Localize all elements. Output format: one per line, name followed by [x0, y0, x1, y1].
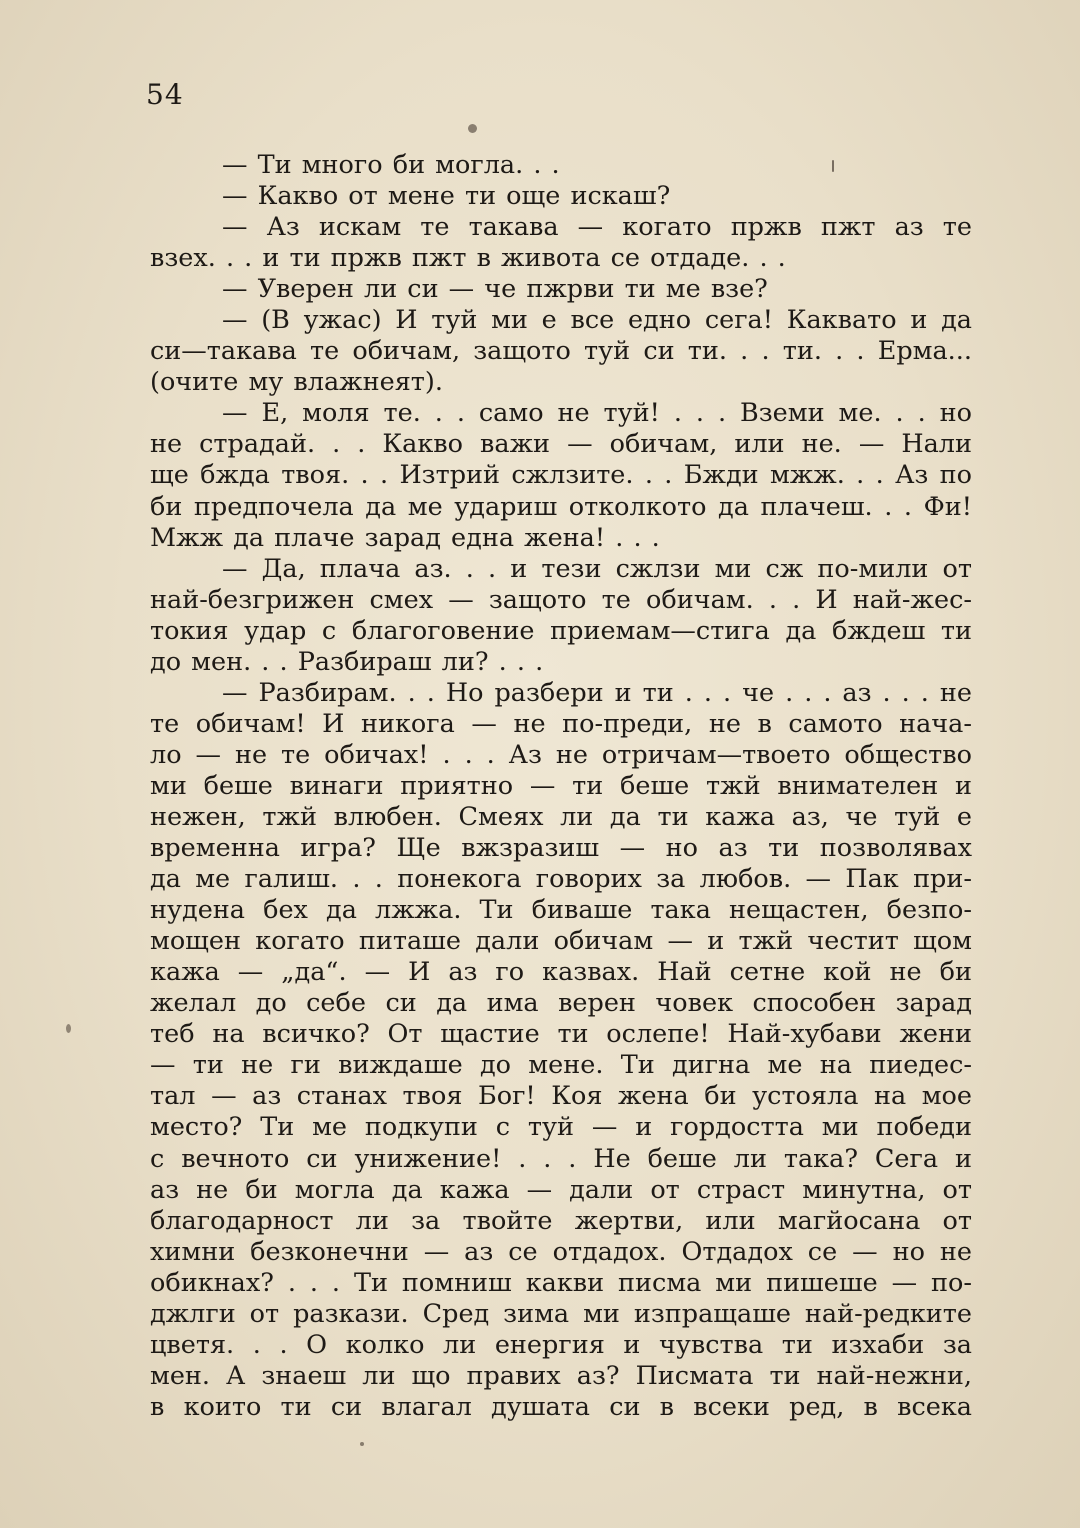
text-line: кажа — „да“. — И аз го казвах. Най сетне кой не би — [150, 957, 972, 988]
text-line: — Да, плача аз. . . и тези сжлзи ми сж по-мили от — [222, 553, 972, 584]
text-line: ми беше винаги приятно — ти беше тжй внимателен и — [150, 770, 972, 801]
text-line: те обичам! И никога — не по-преди, не в самото нача- — [150, 708, 972, 739]
text-line: да ме галиш. . . понекога говорих за любов. — Пак при- — [150, 864, 972, 895]
text-line: — Какво от мене ти още искаш? — [222, 181, 671, 212]
text-line: с вечното си унижение! . . . Не беше ли така? Сега и — [150, 1143, 972, 1174]
text-line: (очите му влажнеят). — [150, 367, 443, 398]
text-line: Мжж да плаче зарад една жена! . . . — [150, 522, 660, 553]
text-line: в които ти си влагал душата си в всеки ред, в всека — [150, 1391, 972, 1422]
text-line: благодарност ли за твойте жертви, или магйосана от — [150, 1205, 972, 1236]
text-line: не страдай. . . Какво важи — обичам, или не. — Нали — [150, 429, 972, 460]
text-line: най-безгрижен смех — защото те обичам. . . И най-жес- — [150, 584, 972, 615]
ink-speck — [360, 1442, 364, 1446]
text-line: мен. А знаеш ли що правих аз? Писмата ти най-нежни, — [150, 1360, 972, 1391]
text-line: обикнах? . . . Ти помниш какви писма ми пишеше — по- — [150, 1267, 972, 1298]
text-line: место? Ти ме подкупи с туй — и гордостта ми победи — [150, 1112, 972, 1143]
text-line: взех. . . и ти пржв пжт в живота се отдаде. . . — [150, 243, 786, 274]
text-line: нудена бех да лжжа. Ти биваше така нещастен, безпо- — [150, 895, 972, 926]
body-text — [150, 150, 972, 1423]
ink-speck — [832, 160, 834, 172]
text-line: мощен когато питаше дали обичам — и тжй честит щом — [150, 926, 972, 957]
ink-speck — [66, 1024, 71, 1033]
text-line: — (В ужас) И туй ми е все едно сега! Каквато и да — [222, 305, 972, 336]
text-line: до мен. . . Разбираш ли? . . . — [150, 646, 544, 677]
ink-speck — [468, 124, 477, 133]
page-number: 54 — [146, 78, 184, 111]
text-line: — ти не ги виждаше до мене. Ти дигна ме на пиедес- — [150, 1050, 972, 1081]
text-line: — Уверен ли си — че пжрви ти ме взе? — [222, 274, 768, 305]
text-line: теб на всичко? От щастие ти ослепе! Най-хубави жени — [150, 1019, 972, 1050]
text-line: си—такава те обичам, защото туй си ти. . . ти. . . Ерма... — [150, 336, 972, 367]
text-line: химни безконечни — аз се отдадох. Отдадох се — но не — [150, 1236, 972, 1267]
text-line: — Ти много би могла. . . — [222, 150, 560, 180]
text-line: цветя. . . О колко ли енергия и чувства ти изхаби за — [150, 1329, 972, 1360]
text-line: нежен, тжй влюбен. Смеях ли да ти кажа аз, че туй е — [150, 801, 972, 832]
text-line: ще бжда твоя. . . Изтрий сжлзите. . . Бжди мжж. . . Аз по — [150, 460, 972, 491]
text-line: — Разбирам. . . Но разбери и ти . . . че . . . аз . . . не — [222, 677, 972, 708]
text-line: желал до себе си да има верен човек способен зарад — [150, 988, 972, 1019]
text-line: токия удар с благоговение приемам—стига да бждеш ти — [150, 615, 972, 646]
text-line: аз не би могла да кажа — дали от страст минутна, от — [150, 1174, 972, 1205]
text-line: джлги от разкази. Сред зима ми изпращаше най-редките — [150, 1298, 972, 1329]
text-line: — Е, моля те. . . само не туй! . . . Вземи ме. . . но — [222, 398, 972, 429]
text-line: тал — аз станах твоя Бог! Коя жена би устояла на мое — [150, 1081, 972, 1112]
text-line: ло — не те обичах! . . . Аз не отричам—твоето общество — [150, 739, 972, 770]
text-line: — Аз искам те такава — когато пржв пжт аз те — [222, 212, 972, 243]
text-line: би предпочела да ме удариш отколкото да плачеш. . . Фи! — [150, 491, 972, 522]
text-line: временна игра? Ще вжзразиш — но аз ти позволявах — [150, 833, 972, 864]
